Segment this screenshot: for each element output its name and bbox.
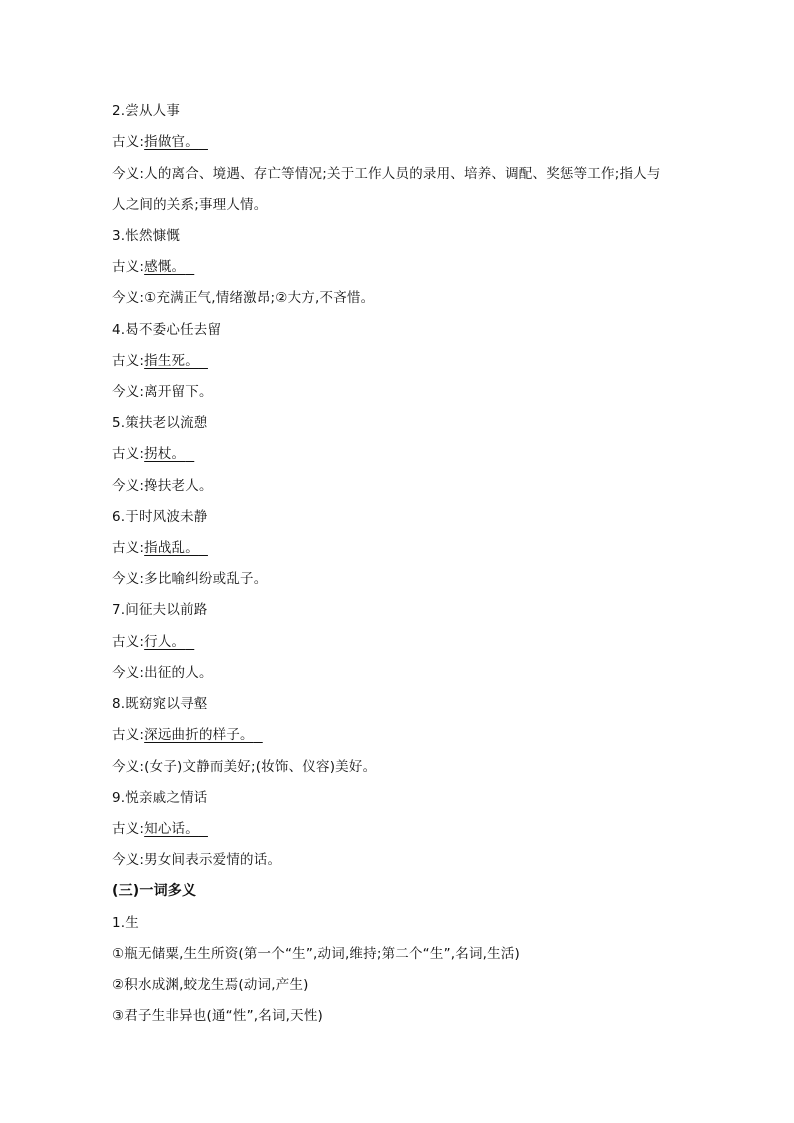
entry-title: 9.悦亲戚之情话 [112,790,208,806]
ancient-meaning [112,819,208,839]
ancient-label: 古义: [112,446,145,462]
modern-label: 今义: [112,759,145,775]
ancient-meaning [112,725,263,745]
ancient-answer: 知心话。 [144,821,199,837]
modern-text: 离开留下。 [144,384,213,400]
modern-label: 今义: [112,478,145,494]
ancient-label: 古义: [112,259,145,275]
ancient-label: 古义: [112,353,145,369]
modern-meaning [112,382,213,402]
ancient-label: 古义: [112,727,145,743]
ancient-answer: 行人。 [144,634,186,650]
modern-meaning-continued: 人之间的关系;事理人情。 [112,197,268,213]
modern-label: 今义: [112,665,145,681]
entry-title: 4.曷不委心任去留 [112,322,222,338]
modern-meaning [112,288,374,308]
example-sentence: ①瓶无储粟,生生所资(第一个“生”,动词,维持;第二个“生”,名词,生活) [112,946,521,962]
modern-label: 今义: [112,384,145,400]
modern-text: 男女间表示爱情的话。 [144,852,282,868]
ancient-answer: 指做官。 [144,134,199,150]
entry-title: 7.问征夫以前路 [112,602,208,618]
ancient-label: 古义: [112,540,145,556]
modern-text: 出征的人。 [144,665,213,681]
ancient-answer: 指战乱。 [144,540,199,556]
ancient-answer: 感慨。 [144,259,186,275]
entry-title: 2.尝从人事 [112,103,181,119]
example-sentence: ③君子生非异也(通“性”,名词,天性) [112,1008,324,1024]
modern-label: 今义: [112,166,145,182]
modern-label: 今义: [112,571,145,587]
ancient-meaning [112,132,208,152]
modern-meaning [112,850,281,870]
ancient-answer: 深远曲折的样子。 [144,727,254,743]
modern-text: 多比喻纠纷或乱子。 [144,571,268,587]
ancient-label: 古义: [112,134,145,150]
ancient-meaning [112,351,208,371]
modern-text: (女子)文静而美好;(妆饰、仪容)美好。 [144,759,377,775]
ancient-meaning [112,632,194,652]
entry-title: 6.于时风波未静 [112,509,208,525]
modern-meaning [112,663,213,683]
modern-label: 今义: [112,852,145,868]
ancient-answer: 指生死。 [144,353,199,369]
modern-text: 搀扶老人。 [144,478,213,494]
ancient-meaning [112,257,194,277]
entry-title: 3.怅然慷慨 [112,228,181,244]
modern-text: 人的离合、境遇、存亡等情况;关于工作人员的录用、培养、调配、奖惩等工作;指人与 [144,166,661,182]
ancient-answer: 拐杖。 [144,446,186,462]
example-sentence: ②积水成渊,蛟龙生焉(动词,产生) [112,977,309,993]
ancient-label: 古义: [112,634,145,650]
section-heading: (三)一词多义 [112,883,197,899]
modern-meaning [112,569,267,589]
modern-meaning [112,476,213,496]
modern-meaning [112,164,661,184]
word-title: 1.生 [112,915,139,931]
modern-label: 今义: [112,290,145,306]
ancient-meaning [112,538,208,558]
ancient-label: 古义: [112,821,145,837]
modern-meaning [112,757,376,777]
entry-title: 5.策扶老以流憩 [112,415,208,431]
ancient-meaning [112,444,194,464]
entry-title: 8.既窈窕以寻壑 [112,696,208,712]
modern-text: ①充满正气,情绪激昂;②大方,不吝惜。 [144,290,375,306]
